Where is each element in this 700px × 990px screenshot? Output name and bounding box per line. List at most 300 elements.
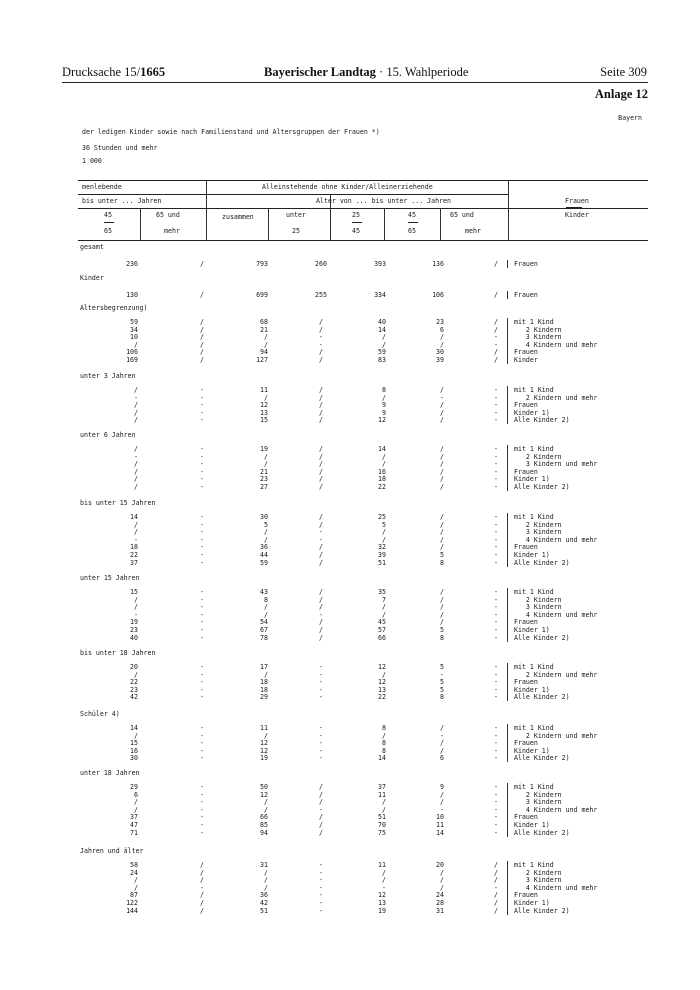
table-cell-c4: - bbox=[319, 663, 323, 671]
table-cell-c5: 59 bbox=[378, 348, 386, 357]
header-top-rule bbox=[78, 180, 648, 181]
table-cell-c3: 21 bbox=[260, 325, 268, 334]
table-cell-c6: / bbox=[440, 513, 444, 521]
table-cell-c7: - bbox=[494, 798, 498, 807]
table-cell-c4: / bbox=[319, 452, 323, 461]
table-cell-c7: - bbox=[494, 805, 498, 814]
table-cell-c7: - bbox=[494, 535, 498, 544]
table-cell-c1: 30 bbox=[130, 754, 138, 763]
table-cell-c7: - bbox=[494, 416, 498, 425]
table-cell-c7: - bbox=[494, 603, 498, 612]
table-cell-c2: - bbox=[200, 513, 204, 521]
table-cell-c7: - bbox=[494, 633, 498, 642]
row-separator bbox=[507, 356, 508, 364]
table-cell-c6: 6 bbox=[440, 325, 444, 334]
row-label: mit 1 Kind bbox=[514, 783, 554, 791]
table-cell-c5: 334 bbox=[374, 291, 386, 299]
table-cell-c4: / bbox=[319, 633, 323, 642]
table-cell-c6: / bbox=[440, 724, 444, 732]
table-cell-c4: - bbox=[319, 724, 323, 732]
row-label: Frauen bbox=[514, 739, 538, 748]
row-label: Kinder 1) bbox=[514, 551, 550, 559]
row-label: 2 Kindern bbox=[514, 452, 562, 461]
table-cell-c5: / bbox=[382, 333, 386, 342]
table-cell-c5: 14 bbox=[378, 325, 386, 334]
table-cell-c2: - bbox=[200, 445, 204, 453]
table-cell-c5: 11 bbox=[378, 861, 386, 869]
row-label: Kinder 1) bbox=[514, 626, 550, 634]
header-rule bbox=[62, 82, 648, 83]
row-label: mit 1 Kind bbox=[514, 588, 554, 596]
table-cell-c4: / bbox=[319, 551, 323, 559]
table-cell-c2: - bbox=[200, 386, 204, 394]
table-cell-c5: / bbox=[382, 670, 386, 679]
row-separator bbox=[507, 829, 508, 837]
table-cell-c4: / bbox=[319, 356, 323, 364]
table-cell-c1: / bbox=[134, 483, 138, 491]
table-cell-c2: - bbox=[200, 475, 204, 484]
table-cell-c3: 59 bbox=[260, 558, 268, 567]
page-number: Seite 309 bbox=[600, 65, 647, 79]
region-label: Bayern bbox=[618, 114, 642, 122]
table-cell-c1: / bbox=[134, 670, 138, 679]
table-cell-c7: / bbox=[494, 325, 498, 334]
table-cell-c1: 122 bbox=[126, 899, 138, 907]
table-cell-c7: - bbox=[494, 783, 498, 791]
table-cell-c5: 12 bbox=[378, 416, 386, 425]
table-cell-c5: 14 bbox=[378, 754, 386, 763]
table-cell-c5: 8 bbox=[382, 386, 386, 394]
row-label: 2 Kindern bbox=[514, 790, 562, 799]
table-cell-c5: 35 bbox=[378, 588, 386, 596]
header-right-bottom: Kinder bbox=[565, 211, 589, 219]
section-title: unter 15 Jahren bbox=[80, 574, 140, 582]
table-cell-c4: / bbox=[319, 416, 323, 425]
table-cell-c4: / bbox=[319, 603, 323, 612]
table-cell-c3: 67 bbox=[260, 626, 268, 634]
table-cell-c1: / bbox=[134, 528, 138, 537]
table-cell-c3: 12 bbox=[260, 739, 268, 748]
table-cell-c4: / bbox=[319, 467, 323, 476]
table-cell-c2: - bbox=[200, 739, 204, 748]
row-separator bbox=[507, 907, 508, 915]
table-cell-c5: / bbox=[382, 731, 386, 740]
header-c3: zusammen bbox=[222, 213, 254, 221]
table-cell-c2: - bbox=[200, 558, 204, 567]
table-cell-c1: 87 bbox=[130, 891, 138, 900]
row-label: 4 Kindern und mehr bbox=[514, 610, 598, 619]
table-cell-c6: / bbox=[440, 445, 444, 453]
table-cell-c6: / bbox=[440, 588, 444, 596]
table-cell-c4: - bbox=[319, 899, 323, 907]
table-cell-c3: / bbox=[264, 883, 268, 892]
table-cell-c7: - bbox=[494, 746, 498, 755]
table-cell-c5: / bbox=[382, 452, 386, 461]
table-cell-c3: 94 bbox=[260, 348, 268, 357]
table-cell-c7: - bbox=[494, 445, 498, 453]
table-cell-c2: - bbox=[200, 633, 204, 642]
table-cell-c5: 45 bbox=[378, 618, 386, 627]
table-cell-c7: / bbox=[494, 861, 498, 869]
header-group-mid: Alleinstehende ohne Kinder/Alleinerziehende bbox=[262, 183, 433, 191]
header-vrule-1 bbox=[206, 180, 207, 240]
table-cell-c2: - bbox=[200, 595, 204, 604]
table-cell-c4: - bbox=[319, 528, 323, 537]
table-cell-c5: 8 bbox=[382, 724, 386, 732]
table-cell-c1: 16 bbox=[130, 746, 138, 755]
table-cell-c7: - bbox=[494, 460, 498, 469]
table-cell-c6: 8 bbox=[440, 693, 444, 702]
table-cell-c7: - bbox=[494, 595, 498, 604]
row-label: Frauen bbox=[514, 618, 538, 627]
header-right-top: Frauen bbox=[565, 197, 589, 205]
section-title: Jahren und älter bbox=[80, 847, 144, 855]
row-separator bbox=[507, 634, 508, 642]
header-c6-bottom: 65 bbox=[408, 227, 416, 235]
header-vrule-c3 bbox=[268, 208, 269, 240]
table-cell-c5: 19 bbox=[378, 906, 386, 915]
table-cell-c6: / bbox=[440, 876, 444, 885]
row-label: 2 Kindern bbox=[514, 868, 562, 877]
table-cell-c4: / bbox=[319, 783, 323, 791]
row-label: 3 Kindern bbox=[514, 876, 562, 885]
table-cell-c7: - bbox=[494, 618, 498, 627]
table-cell-c6: 6 bbox=[440, 754, 444, 763]
table-cell-c6: 5 bbox=[440, 626, 444, 634]
table-cell-c3: 19 bbox=[260, 445, 268, 453]
table-cell-c7: - bbox=[494, 543, 498, 552]
table-cell-c5: 70 bbox=[378, 821, 386, 829]
row-label: Frauen bbox=[514, 543, 538, 552]
row-separator bbox=[507, 483, 508, 491]
table-cell-c7: / bbox=[494, 356, 498, 364]
table-cell-c6: 8 bbox=[440, 558, 444, 567]
table-cell-c5: 12 bbox=[378, 678, 386, 687]
header-bottom-rule bbox=[78, 240, 648, 241]
table-cell-c4: / bbox=[319, 483, 323, 491]
table-cell-c3: 50 bbox=[260, 783, 268, 791]
header-group-left: menlebende bbox=[82, 183, 122, 191]
table-cell-c2: - bbox=[200, 535, 204, 544]
table-cell-c5: 66 bbox=[378, 633, 386, 642]
table-cell-c6: / bbox=[440, 401, 444, 410]
table-cell-c5: 39 bbox=[378, 551, 386, 559]
table-cell-c5: 12 bbox=[378, 891, 386, 900]
row-label: mit 1 Kind bbox=[514, 513, 554, 521]
table-cell-c6: 136 bbox=[432, 260, 444, 268]
table-cell-c5: 51 bbox=[378, 813, 386, 822]
table-cell-c1: / bbox=[134, 401, 138, 410]
table-cell-c4: - bbox=[319, 333, 323, 342]
row-label: 2 Kindern bbox=[514, 325, 562, 334]
table-cell-c4: / bbox=[319, 401, 323, 410]
table-cell-c5: / bbox=[382, 393, 386, 402]
table-cell-c7: - bbox=[494, 754, 498, 763]
table-cell-c2: - bbox=[200, 610, 204, 619]
table-cell-c2: - bbox=[200, 551, 204, 559]
table-cell-c7: - bbox=[494, 401, 498, 410]
table-cell-c3: 51 bbox=[260, 906, 268, 915]
header-vrule-right bbox=[508, 180, 509, 240]
table-cell-c1: 14 bbox=[130, 724, 138, 732]
table-cell-c2: - bbox=[200, 754, 204, 763]
table-cell-c5: 32 bbox=[378, 543, 386, 552]
table-cell-c2: - bbox=[200, 416, 204, 425]
table-cell-c2: / bbox=[200, 356, 204, 364]
table-cell-c7: / bbox=[494, 891, 498, 900]
table-cell-c6: / bbox=[440, 739, 444, 748]
table-cell-c1: / bbox=[134, 475, 138, 484]
table-cell-c2: - bbox=[200, 483, 204, 491]
table-cell-c4: - bbox=[319, 861, 323, 869]
drucksache-prefix: Drucksache 15/ bbox=[62, 65, 141, 79]
table-cell-c7: - bbox=[494, 663, 498, 671]
table-cell-c2: / bbox=[200, 891, 204, 900]
table-cell-c6: 24 bbox=[436, 891, 444, 900]
table-cell-c7: - bbox=[494, 558, 498, 567]
table-cell-c2: - bbox=[200, 883, 204, 892]
table-cell-c1: / bbox=[134, 386, 138, 394]
section-title: Altersbegrenzung) bbox=[80, 304, 148, 312]
table-cell-c4: - bbox=[319, 876, 323, 885]
row-separator bbox=[507, 291, 508, 299]
table-cell-c1: - bbox=[134, 610, 138, 619]
wahlperiode: · 15. Wahlperiode bbox=[375, 65, 469, 79]
table-cell-c2: - bbox=[200, 543, 204, 552]
table-cell-c1: 34 bbox=[130, 325, 138, 334]
table-cell-c2: - bbox=[200, 670, 204, 679]
table-cell-c4: / bbox=[319, 325, 323, 334]
table-cell-c5: 37 bbox=[378, 783, 386, 791]
table-cell-c3: 66 bbox=[260, 813, 268, 822]
table-cell-c7: - bbox=[494, 393, 498, 402]
table-cell-c3: / bbox=[264, 805, 268, 814]
table-cell-c3: 699 bbox=[256, 291, 268, 299]
table-cell-c6: / bbox=[440, 535, 444, 544]
row-label: 3 Kindern bbox=[514, 528, 562, 537]
table-cell-c2: / bbox=[200, 876, 204, 885]
table-cell-c3: 21 bbox=[260, 467, 268, 476]
table-cell-c4: - bbox=[319, 754, 323, 763]
table-cell-c4: / bbox=[319, 618, 323, 627]
table-cell-c7: - bbox=[494, 588, 498, 596]
table-cell-c4: / bbox=[319, 520, 323, 529]
row-label: 4 Kindern und mehr bbox=[514, 535, 598, 544]
table-cell-c4: - bbox=[319, 535, 323, 544]
header-c4-bottom: 25 bbox=[292, 227, 300, 235]
table-cell-c7: - bbox=[494, 340, 498, 349]
header-c2-top: 65 und bbox=[156, 211, 180, 219]
table-cell-c7: / bbox=[494, 348, 498, 357]
table-cell-c5: 11 bbox=[378, 790, 386, 799]
row-label: 2 Kindern und mehr bbox=[514, 670, 598, 679]
table-cell-c1: 15 bbox=[130, 588, 138, 596]
table-cell-c4: - bbox=[319, 340, 323, 349]
row-label: Frauen bbox=[514, 467, 538, 476]
table-cell-c6: 106 bbox=[432, 291, 444, 299]
header-c6-dash bbox=[408, 222, 418, 223]
table-cell-c6: 23 bbox=[436, 318, 444, 326]
table-cell-c6: / bbox=[440, 460, 444, 469]
landtag-title bbox=[264, 66, 468, 79]
table-cell-c2: - bbox=[200, 731, 204, 740]
table-cell-c7: / bbox=[494, 291, 498, 299]
table-cell-c5: / bbox=[382, 610, 386, 619]
table-cell-c6: / bbox=[440, 603, 444, 612]
table-cell-c7: - bbox=[494, 483, 498, 491]
table-cell-c7: - bbox=[494, 678, 498, 687]
table-cell-c5: 22 bbox=[378, 693, 386, 702]
row-separator bbox=[507, 260, 508, 268]
row-label: 2 Kindern und mehr bbox=[514, 393, 598, 402]
table-cell-c1: 20 bbox=[130, 663, 138, 671]
table-cell-c5: 12 bbox=[378, 663, 386, 671]
table-cell-c6: 31 bbox=[436, 906, 444, 915]
table-cell-c1: 19 bbox=[130, 618, 138, 627]
table-cell-c7: - bbox=[494, 610, 498, 619]
row-label: 3 Kindern und mehr bbox=[514, 460, 598, 469]
header-c7-top: 65 und bbox=[450, 211, 474, 219]
table-cell-c4: 255 bbox=[315, 291, 327, 299]
table-cell-c2: - bbox=[200, 401, 204, 410]
table-cell-c3: 36 bbox=[260, 543, 268, 552]
table-cell-c1: / bbox=[134, 805, 138, 814]
unit-label: 1 000 bbox=[82, 157, 102, 165]
table-cell-c6: / bbox=[440, 416, 444, 425]
row-label: Alle Kinder 2) bbox=[514, 416, 570, 425]
table-cell-c1: / bbox=[134, 798, 138, 807]
table-cell-c1: / bbox=[134, 520, 138, 529]
table-cell-c4: / bbox=[319, 821, 323, 829]
section-title: unter 3 Jahren bbox=[80, 372, 136, 380]
table-cell-c6: - bbox=[440, 393, 444, 402]
table-cell-c1: 40 bbox=[130, 633, 138, 642]
table-cell-c6: / bbox=[440, 475, 444, 484]
table-cell-c1: - bbox=[134, 393, 138, 402]
table-cell-c4: - bbox=[319, 610, 323, 619]
table-cell-c1: 71 bbox=[130, 828, 138, 837]
table-cell-c1: - bbox=[134, 452, 138, 461]
table-cell-c2: / bbox=[200, 291, 204, 299]
table-cell-c2: - bbox=[200, 828, 204, 837]
table-cell-c4: / bbox=[319, 408, 323, 417]
row-label: 2 Kindern bbox=[514, 595, 562, 604]
row-label: 2 Kindern und mehr bbox=[514, 731, 598, 740]
row-label: Frauen bbox=[514, 260, 538, 268]
table-cell-c5: 5 bbox=[382, 520, 386, 529]
table-cell-c7: - bbox=[494, 386, 498, 394]
table-cell-c7: - bbox=[494, 408, 498, 417]
table-cell-c6: / bbox=[440, 467, 444, 476]
table-cell-c1: 106 bbox=[126, 348, 138, 357]
table-cell-c2: - bbox=[200, 393, 204, 402]
table-cell-c1: 24 bbox=[130, 868, 138, 877]
table-cell-c5: / bbox=[382, 868, 386, 877]
table-cell-c3: 54 bbox=[260, 618, 268, 627]
row-label: 4 Kindern und mehr bbox=[514, 340, 598, 349]
table-cell-c3: / bbox=[264, 535, 268, 544]
row-label: mit 1 Kind bbox=[514, 861, 554, 869]
table-cell-c2: - bbox=[200, 663, 204, 671]
table-cell-c6: - bbox=[440, 731, 444, 740]
row-label: mit 1 Kind bbox=[514, 663, 554, 671]
table-cell-c3: 18 bbox=[260, 678, 268, 687]
table-cell-c4: / bbox=[319, 513, 323, 521]
table-cell-c6: 5 bbox=[440, 678, 444, 687]
table-cell-c3: 793 bbox=[256, 260, 268, 268]
row-label: 4 Kindern und mehr bbox=[514, 805, 598, 814]
section-title: Kinder bbox=[80, 274, 104, 282]
table-cell-c6: / bbox=[440, 333, 444, 342]
table-cell-c6: / bbox=[440, 798, 444, 807]
table-cell-c2: - bbox=[200, 460, 204, 469]
table-cell-c1: 130 bbox=[126, 291, 138, 299]
table-cell-c1: / bbox=[134, 460, 138, 469]
table-cell-c2: / bbox=[200, 325, 204, 334]
table-cell-c3: 36 bbox=[260, 891, 268, 900]
table-cell-c6: / bbox=[440, 408, 444, 417]
table-cell-c7: / bbox=[494, 868, 498, 877]
row-label: 3 Kindern bbox=[514, 333, 562, 342]
table-cell-c1: 23 bbox=[130, 685, 138, 694]
table-cell-c5: 57 bbox=[378, 626, 386, 634]
table-cell-c3: 29 bbox=[260, 693, 268, 702]
table-cell-c3: 44 bbox=[260, 551, 268, 559]
table-cell-c3: / bbox=[264, 798, 268, 807]
table-cell-c6: / bbox=[440, 528, 444, 537]
table-cell-c5: / bbox=[382, 460, 386, 469]
section-title: unter 6 Jahren bbox=[80, 431, 136, 439]
table-cell-c6: / bbox=[440, 340, 444, 349]
table-cell-c4: / bbox=[319, 626, 323, 634]
table-cell-c4: / bbox=[319, 595, 323, 604]
table-cell-c1: 22 bbox=[130, 551, 138, 559]
table-cell-c1: 236 bbox=[126, 260, 138, 268]
row-label: Kinder 1) bbox=[514, 408, 550, 417]
table-cell-c7: - bbox=[494, 551, 498, 559]
table-cell-c5: 7 bbox=[382, 595, 386, 604]
row-label: mit 1 Kind bbox=[514, 445, 554, 453]
table-cell-c7: - bbox=[494, 883, 498, 892]
header-rule-3 bbox=[78, 208, 648, 209]
table-cell-c1: 22 bbox=[130, 678, 138, 687]
table-cell-c2: - bbox=[200, 724, 204, 732]
table-title: der ledigen Kinder sowie nach Familienstand und Altersgruppen der Frauen *) bbox=[82, 128, 380, 136]
table-cell-c6: 5 bbox=[440, 551, 444, 559]
table-cell-c6: / bbox=[440, 883, 444, 892]
table-cell-c5: / bbox=[382, 805, 386, 814]
table-cell-c4: / bbox=[319, 445, 323, 453]
table-cell-c6: / bbox=[440, 520, 444, 529]
header-c1-bottom: 65 bbox=[104, 227, 112, 235]
table-cell-c1: 18 bbox=[130, 543, 138, 552]
row-label: mit 1 Kind bbox=[514, 318, 554, 326]
table-cell-c4: / bbox=[319, 790, 323, 799]
section-title: bis unter 18 Jahren bbox=[80, 649, 156, 657]
row-label: Frauen bbox=[514, 678, 538, 687]
table-cell-c7: - bbox=[494, 731, 498, 740]
table-cell-c1: / bbox=[134, 731, 138, 740]
table-cell-c2: - bbox=[200, 520, 204, 529]
table-cell-c4: / bbox=[319, 588, 323, 596]
table-cell-c3: 30 bbox=[260, 513, 268, 521]
row-label: Alle Kinder 2) bbox=[514, 906, 570, 915]
table-cell-c2: - bbox=[200, 746, 204, 755]
table-cell-c2: - bbox=[200, 408, 204, 417]
table-cell-c4: - bbox=[319, 693, 323, 702]
table-cell-c7: - bbox=[494, 693, 498, 702]
table-cell-c3: 18 bbox=[260, 685, 268, 694]
